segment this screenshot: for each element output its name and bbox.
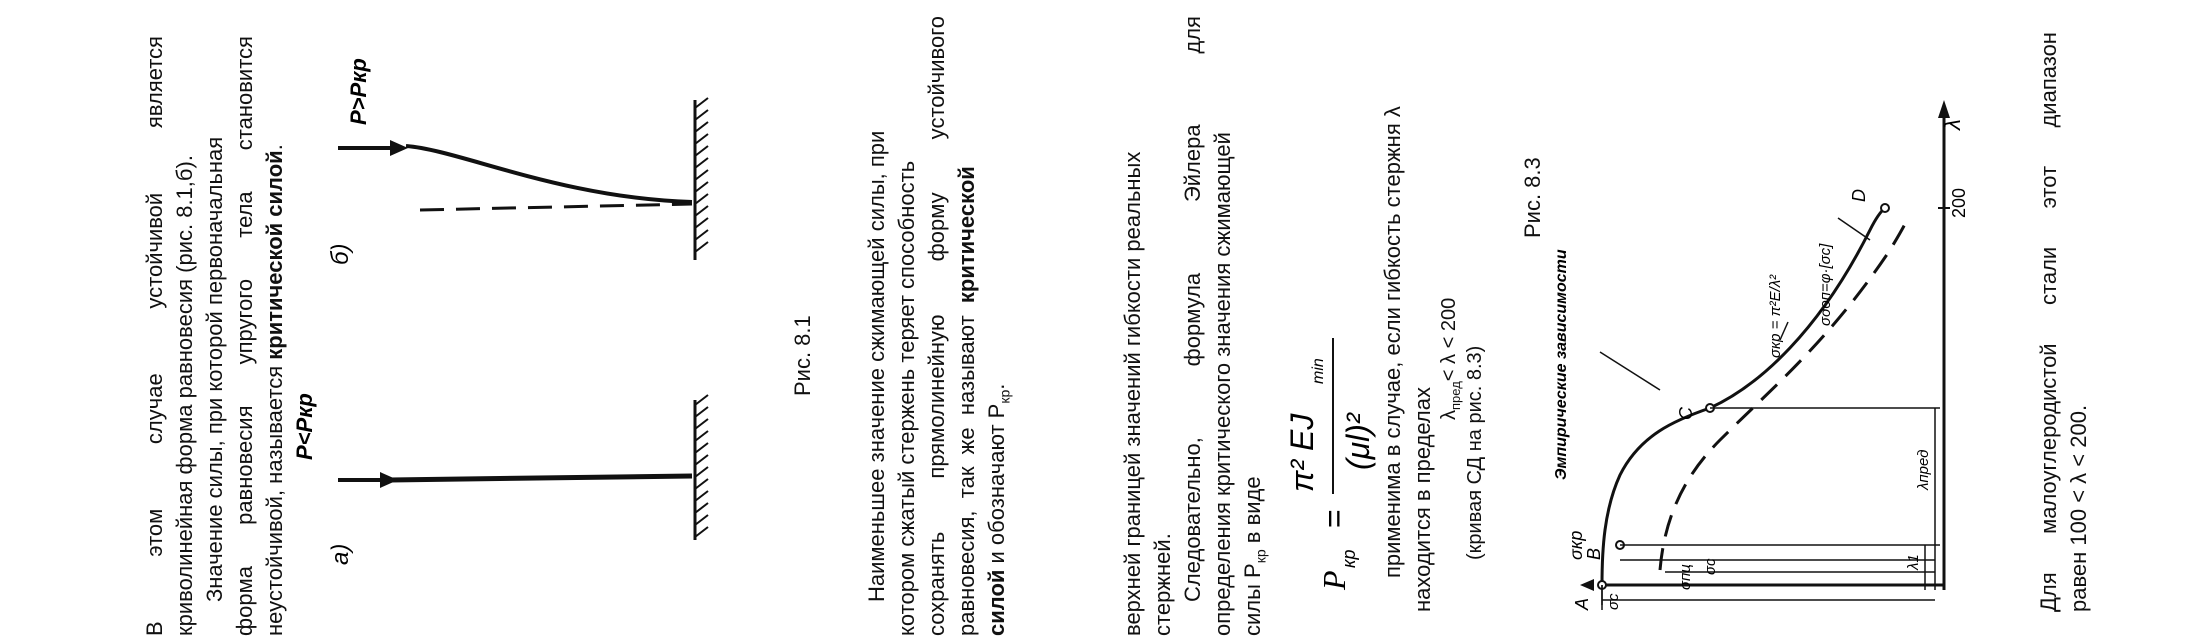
text-line: находится в пределах: [1410, 387, 1435, 612]
text-line: неустойчивой, называется критической силой.: [262, 144, 287, 636]
curve-note: (кривая СД на рис. 8.3): [1464, 345, 1486, 560]
text-line: сохранять прямолинейную форму устойчивого: [924, 16, 949, 636]
lambda-range: $\lambda_{пред}< \lambda < 200$: [1438, 297, 1463, 420]
force-label-a: P<Pкр: [292, 393, 317, 460]
dim-lambda-1: λ1: [1905, 554, 1922, 570]
text-block-5: [2034, 32, 2094, 612]
text-block-3: [1118, 16, 1275, 636]
dim-sigma-pc: σпц: [1677, 564, 1694, 590]
label-allowable: σдоп=φ·[σc]: [1817, 243, 1834, 326]
figure-8-3: [1540, 90, 1969, 630]
text-line: Следовательно, формула Эйлера для: [1180, 16, 1205, 602]
label-empirical: Эмпирические зависимости: [1553, 249, 1570, 480]
text-line: силы $P_{кр}$ в виде: [1240, 476, 1269, 636]
x-axis-label: λ: [1940, 119, 1965, 130]
figure-8-3-caption: Рис. 8.3: [1520, 157, 1545, 238]
y-axis-label: σкр: [1566, 530, 1586, 560]
point-A: A: [1572, 597, 1592, 610]
fig-label-b: б): [327, 243, 354, 265]
point-C: C: [1676, 407, 1696, 420]
text-line: силой и обозначают $P_{кр}$.: [984, 383, 1013, 636]
allowable-curve: [1660, 222, 1906, 570]
figure-8-1-rods: [320, 10, 740, 550]
text-line: равен 100 < λ < 200.: [2066, 404, 2091, 612]
text-line: котором сжатый стержень теряет способность: [894, 160, 919, 636]
text-block-2: [862, 16, 1019, 636]
formula-equals: =: [1316, 509, 1352, 528]
figure-8-1-caption: Рис. 8.1: [790, 315, 815, 396]
text-line: Значение силы, при которой первоначальная: [202, 136, 227, 602]
text-line: Наименьшее значение сжимающей силы, при: [864, 130, 889, 602]
text-block-4: [1378, 52, 1438, 612]
text-line: В этом случае устойчивой является: [142, 36, 167, 636]
text-line: Для малоуглеродистой стали этот диапазон: [2036, 32, 2061, 612]
force-label-b: P>Pкр: [346, 58, 371, 125]
formula-lhs: P: [1316, 570, 1352, 590]
text-line: определения критического значения сжимающей: [1210, 132, 1235, 636]
dim-sigma-c2: σc: [1702, 558, 1719, 575]
text-line: криволинейная форма равновесия (рис. 8.1,б).: [172, 155, 197, 636]
label-euler: σкр = π²E/λ²: [1767, 274, 1784, 358]
dim-lambda-pred: λпред: [1915, 449, 1932, 490]
formula-lhs-sub: кр: [1339, 549, 1359, 568]
point-B: B: [1584, 547, 1604, 560]
formula-num-sub: min: [1310, 358, 1327, 384]
formula-denominator: (μl)²: [1340, 413, 1376, 470]
text-line: стержней.: [1150, 533, 1175, 636]
text-line: верхней границей значений гибкости реальных: [1120, 151, 1145, 636]
fig-label-a: а): [327, 543, 354, 565]
formula-numerator: π² EJ: [1284, 413, 1320, 492]
euler-formula: [1265, 300, 1375, 600]
text-line: применима в случае, если гибкость стержня λ: [1380, 106, 1405, 578]
critical-curve: [1602, 208, 1885, 585]
text-line: равновесия, так же называют критической: [954, 166, 979, 636]
text-line: форма равновесия упругого тела становится: [232, 36, 257, 636]
dim-sigma-c: σc: [1605, 593, 1622, 610]
text-block-1: [140, 36, 290, 636]
point-D: D: [1849, 189, 1869, 202]
tick-200: 200: [1949, 187, 1969, 218]
